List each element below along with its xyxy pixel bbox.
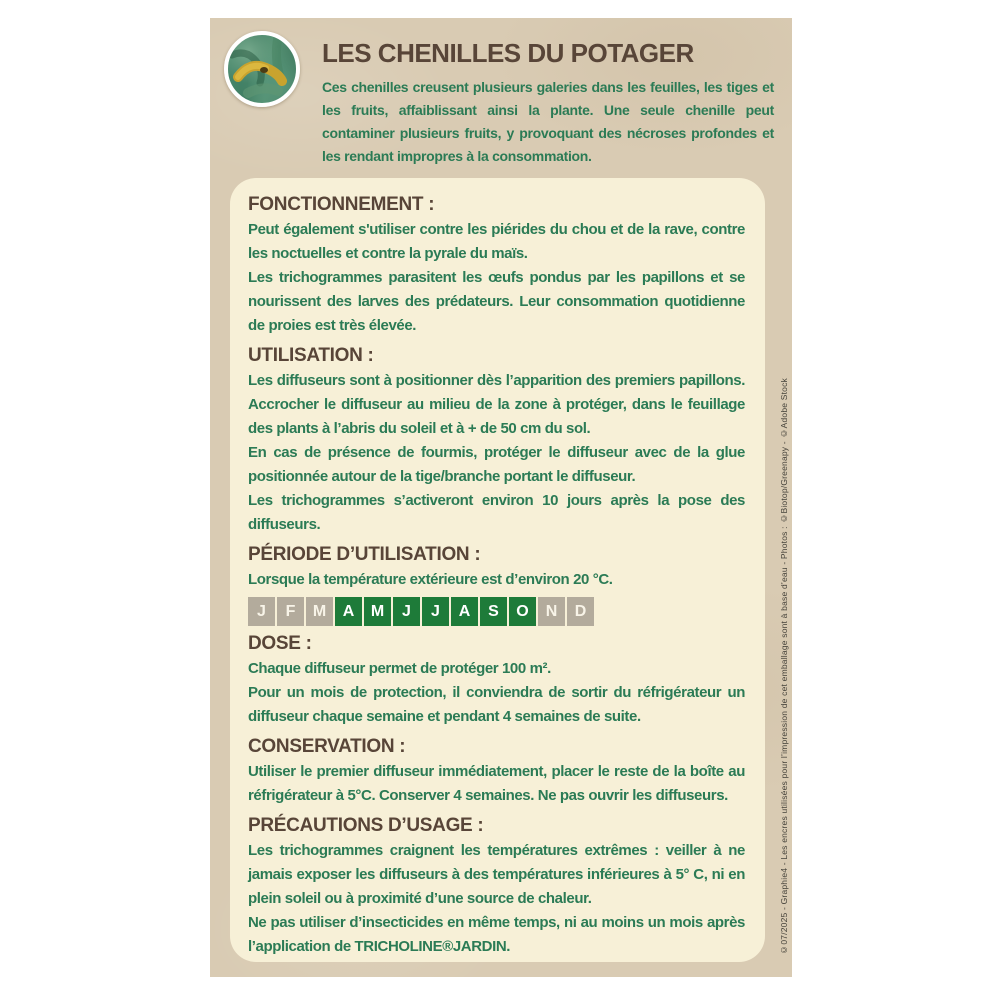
section-paragraph: Ne pas utiliser d’insecticides en même temps, ni au moins un mois après l’application de TRICHOLINE®JARDIN. bbox=[248, 914, 745, 955]
top-text-block bbox=[322, 38, 774, 168]
info-panel bbox=[230, 178, 765, 962]
month-cell-S-active: S bbox=[480, 597, 507, 626]
month-cell-A-active: A bbox=[451, 597, 478, 626]
month-cell-D-inactive: D bbox=[567, 597, 594, 626]
intro-text: Ces chenilles creusent plusieurs galeries dans les feuilles, les tiges et les fruits, affaiblissant ainsi la plante. Une seule chenille peut contaminer plusieurs fruits, y provoquant des nécroses profondes et les rendant impropres à la consommation. bbox=[322, 79, 774, 164]
section-paragraph: Peut également s'utiliser contre les piérides du chou et de la rave, contre les noctuelles et contre la pyrale du maïs. bbox=[248, 221, 745, 262]
month-cell-J-active: J bbox=[393, 597, 420, 626]
section-heading: CONSERVATION : bbox=[248, 736, 406, 757]
month-cell-M-inactive: M bbox=[306, 597, 333, 626]
section-heading: PRÉCAUTIONS D’USAGE : bbox=[248, 815, 484, 836]
page-title: LES CHENILLES DU POTAGER bbox=[322, 38, 694, 68]
month-cell-J-inactive: J bbox=[248, 597, 275, 626]
section-paragraph: Chaque diffuseur permet de protéger 100 m². bbox=[248, 660, 551, 677]
section-paragraph: Lorsque la température extérieure est d’environ 20 °C. bbox=[248, 571, 613, 588]
section-paragraph: En cas de présence de fourmis, protéger le diffuseur avec de la glue positionnée autour de la tige/branche portant le diffuseur. bbox=[248, 444, 745, 485]
sections bbox=[248, 194, 745, 959]
section-heading: DOSE : bbox=[248, 633, 312, 654]
section-heading: FONCTIONNEMENT : bbox=[248, 194, 435, 215]
section-paragraph: Pour un mois de protection, il conviendra de sortir du réfrigérateur un diffuseur chaque semaine et pendant 4 semaines de suite. bbox=[248, 684, 745, 725]
caterpillar-illustration bbox=[228, 35, 296, 103]
section-heading: PÉRIODE D’UTILISATION : bbox=[248, 544, 481, 565]
section-paragraph: Les diffuseurs sont à positionner dès l’apparition des premiers papillons. Accrocher le diffuseur au milieu de la zone à protéger, dans le feuillage des plants à l’abris du soleil et à + de 50 cm du sol. bbox=[248, 372, 745, 437]
section-paragraph: Utiliser le premier diffuseur immédiatement, placer le reste de la boîte au réfrigérateur à 5°C. Conserver 4 semaines. Ne pas ouvrir les diffuseurs. bbox=[248, 763, 745, 804]
print-credits-vertical: ©07/2025 - Graphie4 - Les encres utilisées pour l’impression de cet emballage sont à base d’eau - Photos : ©Biotop/Greenapy - ©Adobe Stock bbox=[779, 378, 789, 955]
month-cell-A-active: A bbox=[335, 597, 362, 626]
section-heading: UTILISATION : bbox=[248, 345, 374, 366]
product-label-back bbox=[210, 18, 792, 977]
caterpillar-photo bbox=[224, 31, 300, 107]
section-paragraph: Les trichogrammes parasitent les œufs pondus par les papillons et se nourissent des larves des prédateurs. Leur consommation quotidienne de proies est très élevée. bbox=[248, 269, 745, 334]
usage-period-month-strip bbox=[248, 597, 745, 626]
month-cell-J-active: J bbox=[422, 597, 449, 626]
section-paragraph: Les trichogrammes s’activeront environ 10 jours après la pose des diffuseurs. bbox=[248, 492, 745, 533]
month-cell-N-inactive: N bbox=[538, 597, 565, 626]
month-cell-M-active: M bbox=[364, 597, 391, 626]
month-cell-F-inactive: F bbox=[277, 597, 304, 626]
month-cell-O-active: O bbox=[509, 597, 536, 626]
section-paragraph: Les trichogrammes craignent les températures extrêmes : veiller à ne jamais exposer les diffuseurs à des températures inférieures à 5° C, ni en plein soleil ou à proximité d’une source de chaleur. bbox=[248, 842, 745, 907]
